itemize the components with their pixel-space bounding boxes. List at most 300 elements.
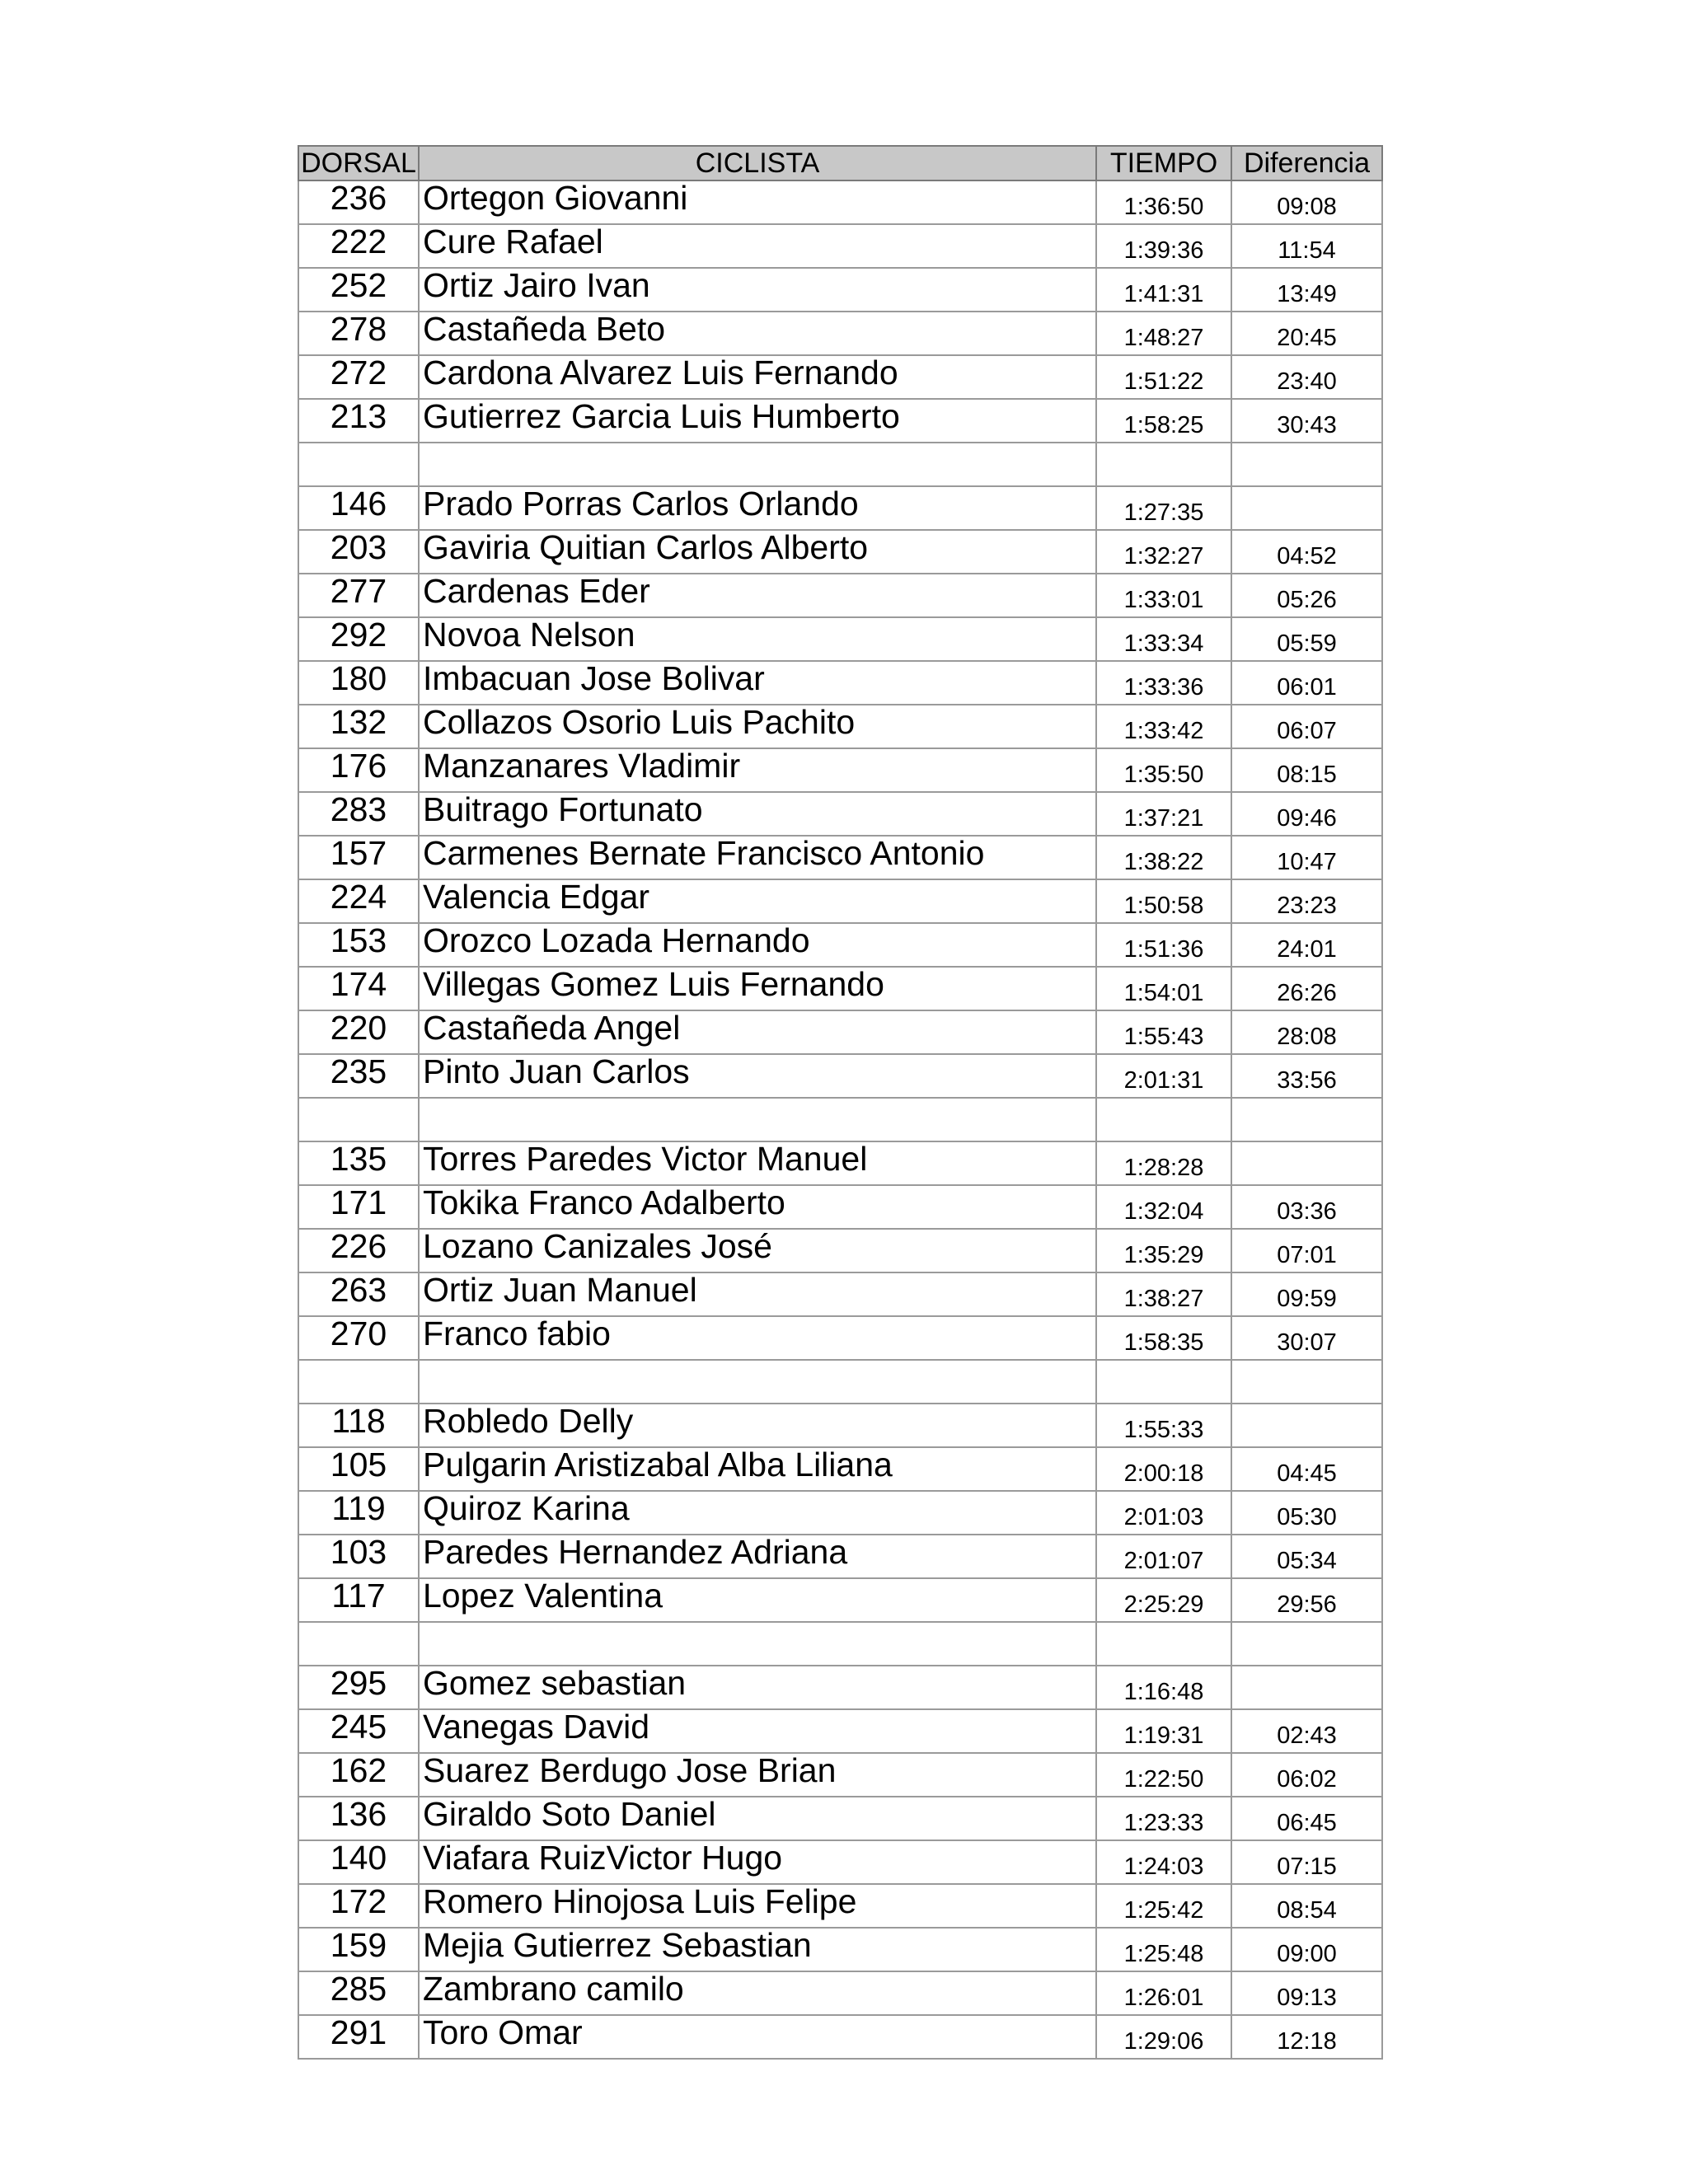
dorsal-cell <box>298 705 419 748</box>
dorsal-cell <box>298 1622 419 1666</box>
cyclist-name: Cardona Alvarez Luis Fernando <box>423 355 898 391</box>
table-row <box>298 355 1382 399</box>
cyclist-name: Carmenes Bernate Francisco Antonio <box>423 836 985 872</box>
table-row <box>298 1666 1382 1709</box>
ciclista-cell <box>419 1797 1096 1840</box>
table-row <box>298 617 1382 661</box>
tiempo-cell: 2:01:07 <box>1096 1535 1231 1578</box>
ciclista-cell <box>419 748 1096 792</box>
dorsal-number: 295 <box>330 1666 387 1702</box>
table-header <box>298 146 1382 180</box>
dorsal-number: 291 <box>330 2015 387 2051</box>
diferencia-cell <box>1231 1666 1382 1709</box>
tiempo-cell: 1:39:36 <box>1096 224 1231 268</box>
table-row <box>298 1316 1382 1360</box>
dorsal-cell <box>298 224 419 268</box>
column-header-dorsal: DORSAL <box>298 146 419 180</box>
cyclist-name: Buitrago Fortunato <box>423 792 703 828</box>
ciclista-cell <box>419 1272 1096 1316</box>
tiempo-cell: 1:33:34 <box>1096 617 1231 661</box>
dorsal-number: 135 <box>330 1141 387 1178</box>
diferencia-cell: 07:01 <box>1231 1229 1382 1272</box>
dorsal-number: 119 <box>331 1491 386 1527</box>
ciclista-cell <box>419 836 1096 879</box>
dorsal-cell <box>298 1578 419 1622</box>
dorsal-number: 203 <box>330 530 387 566</box>
diferencia-cell <box>1231 443 1382 486</box>
dorsal-number: 292 <box>330 617 387 654</box>
column-header-diferencia: Diferencia <box>1231 146 1382 180</box>
ciclista-cell <box>419 967 1096 1010</box>
tiempo-cell: 2:25:29 <box>1096 1578 1231 1622</box>
table-row <box>298 180 1382 224</box>
ciclista-cell <box>419 1840 1096 1884</box>
dorsal-cell <box>298 574 419 617</box>
table-row <box>298 1753 1382 1797</box>
ciclista-cell <box>419 661 1096 705</box>
diferencia-cell: 20:45 <box>1231 312 1382 355</box>
tiempo-cell: 1:24:03 <box>1096 1840 1231 1884</box>
table-row <box>298 1622 1382 1666</box>
dorsal-cell <box>298 530 419 574</box>
table-row <box>298 792 1382 836</box>
table-row <box>298 1709 1382 1753</box>
cyclist-name: Viafara RuizVictor Hugo <box>423 1840 783 1877</box>
ciclista-cell <box>419 879 1096 923</box>
diferencia-cell: 05:26 <box>1231 574 1382 617</box>
dorsal-cell <box>298 1404 419 1447</box>
table-row <box>298 748 1382 792</box>
tiempo-cell: 1:33:42 <box>1096 705 1231 748</box>
cyclist-name: Gutierrez Garcia Luis Humberto <box>423 399 900 435</box>
dorsal-number: 118 <box>331 1404 386 1440</box>
table-row <box>298 1229 1382 1272</box>
dorsal-cell <box>298 792 419 836</box>
tiempo-cell <box>1096 1098 1231 1141</box>
dorsal-cell <box>298 1666 419 1709</box>
dorsal-number: 153 <box>330 923 387 959</box>
table-row <box>298 1098 1382 1141</box>
table-row <box>298 443 1382 486</box>
dorsal-cell <box>298 1316 419 1360</box>
cyclist-name: Cardenas Eder <box>423 574 650 610</box>
tiempo-cell: 1:33:36 <box>1096 661 1231 705</box>
cyclist-name: Toro Omar <box>423 2015 583 2051</box>
ciclista-cell <box>419 399 1096 443</box>
dorsal-number: 283 <box>330 792 387 828</box>
table-row <box>298 1971 1382 2015</box>
dorsal-cell <box>298 1971 419 2015</box>
dorsal-number: 162 <box>330 1753 387 1789</box>
cyclist-name: Castañeda Beto <box>423 312 666 348</box>
ciclista-cell <box>419 180 1096 224</box>
ciclista-cell <box>419 1098 1096 1141</box>
tiempo-cell: 1:32:27 <box>1096 530 1231 574</box>
diferencia-cell: 06:45 <box>1231 1797 1382 1840</box>
diferencia-cell <box>1231 486 1382 530</box>
dorsal-number: 263 <box>330 1272 387 1309</box>
table-row <box>298 1272 1382 1316</box>
tiempo-cell: 1:38:22 <box>1096 836 1231 879</box>
dorsal-cell <box>298 1098 419 1141</box>
table-row <box>298 486 1382 530</box>
ciclista-cell <box>419 486 1096 530</box>
dorsal-cell <box>298 486 419 530</box>
ciclista-cell <box>419 1884 1096 1928</box>
dorsal-number: 236 <box>330 180 387 217</box>
diferencia-cell: 10:47 <box>1231 836 1382 879</box>
cyclist-name: Novoa Nelson <box>423 617 635 654</box>
diferencia-cell: 24:01 <box>1231 923 1382 967</box>
table-row <box>298 1185 1382 1229</box>
dorsal-cell <box>298 1229 419 1272</box>
dorsal-cell <box>298 1185 419 1229</box>
tiempo-cell: 1:36:50 <box>1096 180 1231 224</box>
cyclist-name: Franco fabio <box>423 1316 611 1352</box>
dorsal-number: 159 <box>330 1928 387 1964</box>
table-row <box>298 312 1382 355</box>
table-row <box>298 1404 1382 1447</box>
cyclist-name: Villegas Gomez Luis Fernando <box>423 967 884 1003</box>
table-row <box>298 1491 1382 1535</box>
dorsal-cell <box>298 268 419 312</box>
ciclista-cell <box>419 530 1096 574</box>
tiempo-cell: 1:51:22 <box>1096 355 1231 399</box>
ciclista-cell <box>419 2015 1096 2059</box>
table-row <box>298 530 1382 574</box>
dorsal-cell <box>298 748 419 792</box>
table-row <box>298 923 1382 967</box>
dorsal-number: 226 <box>330 1229 387 1265</box>
cyclist-name: Imbacuan Jose Bolivar <box>423 661 765 697</box>
tiempo-cell: 2:01:31 <box>1096 1054 1231 1098</box>
diferencia-cell: 04:52 <box>1231 530 1382 574</box>
diferencia-cell: 06:02 <box>1231 1753 1382 1797</box>
dorsal-number: 136 <box>330 1797 387 1833</box>
diferencia-cell: 08:15 <box>1231 748 1382 792</box>
diferencia-cell: 04:45 <box>1231 1447 1382 1491</box>
dorsal-cell <box>298 399 419 443</box>
ciclista-cell <box>419 1054 1096 1098</box>
dorsal-cell <box>298 1360 419 1404</box>
dorsal-cell <box>298 836 419 879</box>
dorsal-number: 220 <box>330 1010 387 1047</box>
ciclista-cell <box>419 1229 1096 1272</box>
cyclist-name: Lozano Canizales José <box>423 1229 772 1265</box>
cyclist-name: Robledo Delly <box>423 1404 634 1440</box>
table-row <box>298 1578 1382 1622</box>
tiempo-cell <box>1096 443 1231 486</box>
ciclista-cell <box>419 268 1096 312</box>
ciclista-cell <box>419 443 1096 486</box>
tiempo-cell: 1:25:48 <box>1096 1928 1231 1971</box>
table-row <box>298 879 1382 923</box>
dorsal-number: 252 <box>330 268 387 304</box>
diferencia-cell: 02:43 <box>1231 1709 1382 1753</box>
tiempo-cell: 1:50:58 <box>1096 879 1231 923</box>
ciclista-cell <box>419 1491 1096 1535</box>
diferencia-cell: 05:34 <box>1231 1535 1382 1578</box>
cyclist-name: Vanegas David <box>423 1709 650 1746</box>
tiempo-cell: 1:32:04 <box>1096 1185 1231 1229</box>
ciclista-cell <box>419 1360 1096 1404</box>
ciclista-cell <box>419 224 1096 268</box>
table-row <box>298 1535 1382 1578</box>
diferencia-cell: 30:43 <box>1231 399 1382 443</box>
tiempo-cell: 1:55:33 <box>1096 1404 1231 1447</box>
ciclista-cell <box>419 1010 1096 1054</box>
table-row <box>298 224 1382 268</box>
dorsal-cell <box>298 2015 419 2059</box>
results-table <box>298 145 1383 2060</box>
cyclist-name: Romero Hinojosa Luis Felipe <box>423 1884 857 1920</box>
dorsal-cell <box>298 1447 419 1491</box>
cyclist-name: Suarez Berdugo Jose Brian <box>423 1753 837 1789</box>
diferencia-cell <box>1231 1622 1382 1666</box>
tiempo-cell: 1:58:25 <box>1096 399 1231 443</box>
ciclista-cell <box>419 1928 1096 1971</box>
diferencia-cell: 09:00 <box>1231 1928 1382 1971</box>
cyclist-name: Valencia Edgar <box>423 879 650 916</box>
ciclista-cell <box>419 1709 1096 1753</box>
dorsal-number: 235 <box>330 1054 387 1090</box>
diferencia-cell: 09:59 <box>1231 1272 1382 1316</box>
table-row <box>298 1928 1382 1971</box>
dorsal-cell <box>298 967 419 1010</box>
diferencia-cell: 33:56 <box>1231 1054 1382 1098</box>
table-row <box>298 967 1382 1010</box>
diferencia-cell: 05:30 <box>1231 1491 1382 1535</box>
table-row <box>298 1360 1382 1404</box>
cyclist-name: Zambrano camilo <box>423 1971 684 2008</box>
diferencia-cell: 23:40 <box>1231 355 1382 399</box>
cyclist-name: Torres Paredes Victor Manuel <box>423 1141 868 1178</box>
dorsal-number: 176 <box>330 748 387 785</box>
diferencia-cell <box>1231 1404 1382 1447</box>
cyclist-name: Mejia Gutierrez Sebastian <box>423 1928 812 1964</box>
ciclista-cell <box>419 792 1096 836</box>
diferencia-cell: 11:54 <box>1231 224 1382 268</box>
tiempo-cell: 1:54:01 <box>1096 967 1231 1010</box>
cyclist-name: Ortiz Jairo Ivan <box>423 268 650 304</box>
table-row <box>298 574 1382 617</box>
ciclista-cell <box>419 1185 1096 1229</box>
dorsal-cell <box>298 617 419 661</box>
diferencia-cell: 06:07 <box>1231 705 1382 748</box>
dorsal-number: 213 <box>330 399 387 435</box>
dorsal-cell <box>298 1753 419 1797</box>
ciclista-cell <box>419 1578 1096 1622</box>
dorsal-cell <box>298 1054 419 1098</box>
cyclist-name: Giraldo Soto Daniel <box>423 1797 716 1833</box>
tiempo-cell <box>1096 1360 1231 1404</box>
diferencia-cell: 26:26 <box>1231 967 1382 1010</box>
table-row <box>298 2015 1382 2059</box>
cyclist-name: Gaviria Quitian Carlos Alberto <box>423 530 869 566</box>
table-row <box>298 1840 1382 1884</box>
diferencia-cell: 09:13 <box>1231 1971 1382 2015</box>
tiempo-cell: 1:35:29 <box>1096 1229 1231 1272</box>
cyclist-name: Prado Porras Carlos Orlando <box>423 486 859 523</box>
diferencia-cell: 29:56 <box>1231 1578 1382 1622</box>
tiempo-cell: 1:26:01 <box>1096 1971 1231 2015</box>
dorsal-number: 132 <box>330 705 387 741</box>
dorsal-number: 171 <box>330 1185 387 1221</box>
cyclist-name: Cure Rafael <box>423 224 603 260</box>
diferencia-cell: 23:23 <box>1231 879 1382 923</box>
dorsal-number: 277 <box>330 574 387 610</box>
cyclist-name: Quiroz Karina <box>423 1491 630 1527</box>
ciclista-cell <box>419 1447 1096 1491</box>
tiempo-cell <box>1096 1622 1231 1666</box>
column-header-ciclista: CICLISTA <box>419 146 1096 180</box>
dorsal-cell <box>298 1010 419 1054</box>
ciclista-cell <box>419 1753 1096 1797</box>
ciclista-cell <box>419 312 1096 355</box>
table-row <box>298 268 1382 312</box>
column-header-tiempo: TIEMPO <box>1096 146 1231 180</box>
diferencia-cell: 30:07 <box>1231 1316 1382 1360</box>
diferencia-cell: 13:49 <box>1231 268 1382 312</box>
table-row <box>298 836 1382 879</box>
dorsal-cell <box>298 312 419 355</box>
table-row <box>298 1447 1382 1491</box>
tiempo-cell: 1:38:27 <box>1096 1272 1231 1316</box>
tiempo-cell: 1:19:31 <box>1096 1709 1231 1753</box>
tiempo-cell: 2:01:03 <box>1096 1491 1231 1535</box>
diferencia-cell: 03:36 <box>1231 1185 1382 1229</box>
dorsal-number: 278 <box>330 312 387 348</box>
cyclist-name: Collazos Osorio Luis Pachito <box>423 705 856 741</box>
tiempo-cell: 1:23:33 <box>1096 1797 1231 1840</box>
dorsal-number: 117 <box>331 1578 386 1615</box>
table-row <box>298 399 1382 443</box>
table-body <box>298 180 1382 2059</box>
dorsal-number: 224 <box>330 879 387 916</box>
tiempo-cell: 1:16:48 <box>1096 1666 1231 1709</box>
ciclista-cell <box>419 1535 1096 1578</box>
dorsal-number: 146 <box>330 486 387 523</box>
cyclist-name: Ortegon Giovanni <box>423 180 688 217</box>
tiempo-cell: 1:51:36 <box>1096 923 1231 967</box>
dorsal-number: 140 <box>330 1840 387 1877</box>
dorsal-cell <box>298 923 419 967</box>
dorsal-number: 245 <box>330 1709 387 1746</box>
tiempo-cell: 1:27:35 <box>1096 486 1231 530</box>
dorsal-cell <box>298 355 419 399</box>
cyclist-name: Manzanares Vladimir <box>423 748 741 785</box>
dorsal-number: 270 <box>330 1316 387 1352</box>
diferencia-cell: 12:18 <box>1231 2015 1382 2059</box>
dorsal-number: 180 <box>330 661 387 697</box>
diferencia-cell: 09:46 <box>1231 792 1382 836</box>
tiempo-cell: 1:33:01 <box>1096 574 1231 617</box>
dorsal-cell <box>298 661 419 705</box>
ciclista-cell <box>419 1404 1096 1447</box>
dorsal-number: 103 <box>330 1535 387 1571</box>
table-row <box>298 1141 1382 1185</box>
dorsal-number: 105 <box>330 1447 387 1483</box>
ciclista-cell <box>419 617 1096 661</box>
dorsal-cell <box>298 1272 419 1316</box>
cyclist-name: Lopez Valentina <box>423 1578 663 1615</box>
dorsal-cell <box>298 1797 419 1840</box>
dorsal-cell <box>298 879 419 923</box>
cyclist-name: Gomez sebastian <box>423 1666 687 1702</box>
ciclista-cell <box>419 1622 1096 1666</box>
cyclist-name: Ortiz Juan Manuel <box>423 1272 697 1309</box>
tiempo-cell: 1:55:43 <box>1096 1010 1231 1054</box>
table-row <box>298 1054 1382 1098</box>
dorsal-cell <box>298 1840 419 1884</box>
dorsal-number: 285 <box>330 1971 387 2008</box>
dorsal-number: 174 <box>330 967 387 1003</box>
cyclist-name: Pinto Juan Carlos <box>423 1054 690 1090</box>
dorsal-cell <box>298 1141 419 1185</box>
table-row <box>298 1884 1382 1928</box>
ciclista-cell <box>419 923 1096 967</box>
dorsal-number: 172 <box>330 1884 387 1920</box>
ciclista-cell <box>419 1316 1096 1360</box>
cyclist-name: Paredes Hernandez Adriana <box>423 1535 848 1571</box>
ciclista-cell <box>419 355 1096 399</box>
dorsal-cell <box>298 1709 419 1753</box>
ciclista-cell <box>419 1666 1096 1709</box>
cyclist-name: Orozco Lozada Hernando <box>423 923 810 959</box>
table-row <box>298 1797 1382 1840</box>
ciclista-cell <box>419 574 1096 617</box>
dorsal-number: 272 <box>330 355 387 391</box>
table-row <box>298 705 1382 748</box>
tiempo-cell: 1:22:50 <box>1096 1753 1231 1797</box>
dorsal-cell <box>298 443 419 486</box>
diferencia-cell: 05:59 <box>1231 617 1382 661</box>
tiempo-cell: 1:25:42 <box>1096 1884 1231 1928</box>
cyclist-name: Castañeda Angel <box>423 1010 681 1047</box>
diferencia-cell <box>1231 1360 1382 1404</box>
dorsal-cell <box>298 1491 419 1535</box>
ciclista-cell <box>419 705 1096 748</box>
tiempo-cell: 1:28:28 <box>1096 1141 1231 1185</box>
cyclist-name: Tokika Franco Adalberto <box>423 1185 785 1221</box>
tiempo-cell: 1:58:35 <box>1096 1316 1231 1360</box>
table-row <box>298 661 1382 705</box>
ciclista-cell <box>419 1141 1096 1185</box>
cyclist-name: Pulgarin Aristizabal Alba Liliana <box>423 1447 893 1483</box>
ciclista-cell <box>419 1971 1096 2015</box>
dorsal-number: 157 <box>330 836 387 872</box>
diferencia-cell <box>1231 1141 1382 1185</box>
dorsal-cell <box>298 1535 419 1578</box>
tiempo-cell: 1:41:31 <box>1096 268 1231 312</box>
header-row <box>298 146 1382 180</box>
diferencia-cell: 28:08 <box>1231 1010 1382 1054</box>
dorsal-cell <box>298 1884 419 1928</box>
diferencia-cell: 09:08 <box>1231 180 1382 224</box>
table-row <box>298 1010 1382 1054</box>
dorsal-cell <box>298 180 419 224</box>
diferencia-cell: 08:54 <box>1231 1884 1382 1928</box>
diferencia-cell: 07:15 <box>1231 1840 1382 1884</box>
tiempo-cell: 1:35:50 <box>1096 748 1231 792</box>
dorsal-cell <box>298 1928 419 1971</box>
dorsal-number: 222 <box>330 224 387 260</box>
tiempo-cell: 1:37:21 <box>1096 792 1231 836</box>
tiempo-cell: 2:00:18 <box>1096 1447 1231 1491</box>
tiempo-cell: 1:29:06 <box>1096 2015 1231 2059</box>
diferencia-cell: 06:01 <box>1231 661 1382 705</box>
tiempo-cell: 1:48:27 <box>1096 312 1231 355</box>
